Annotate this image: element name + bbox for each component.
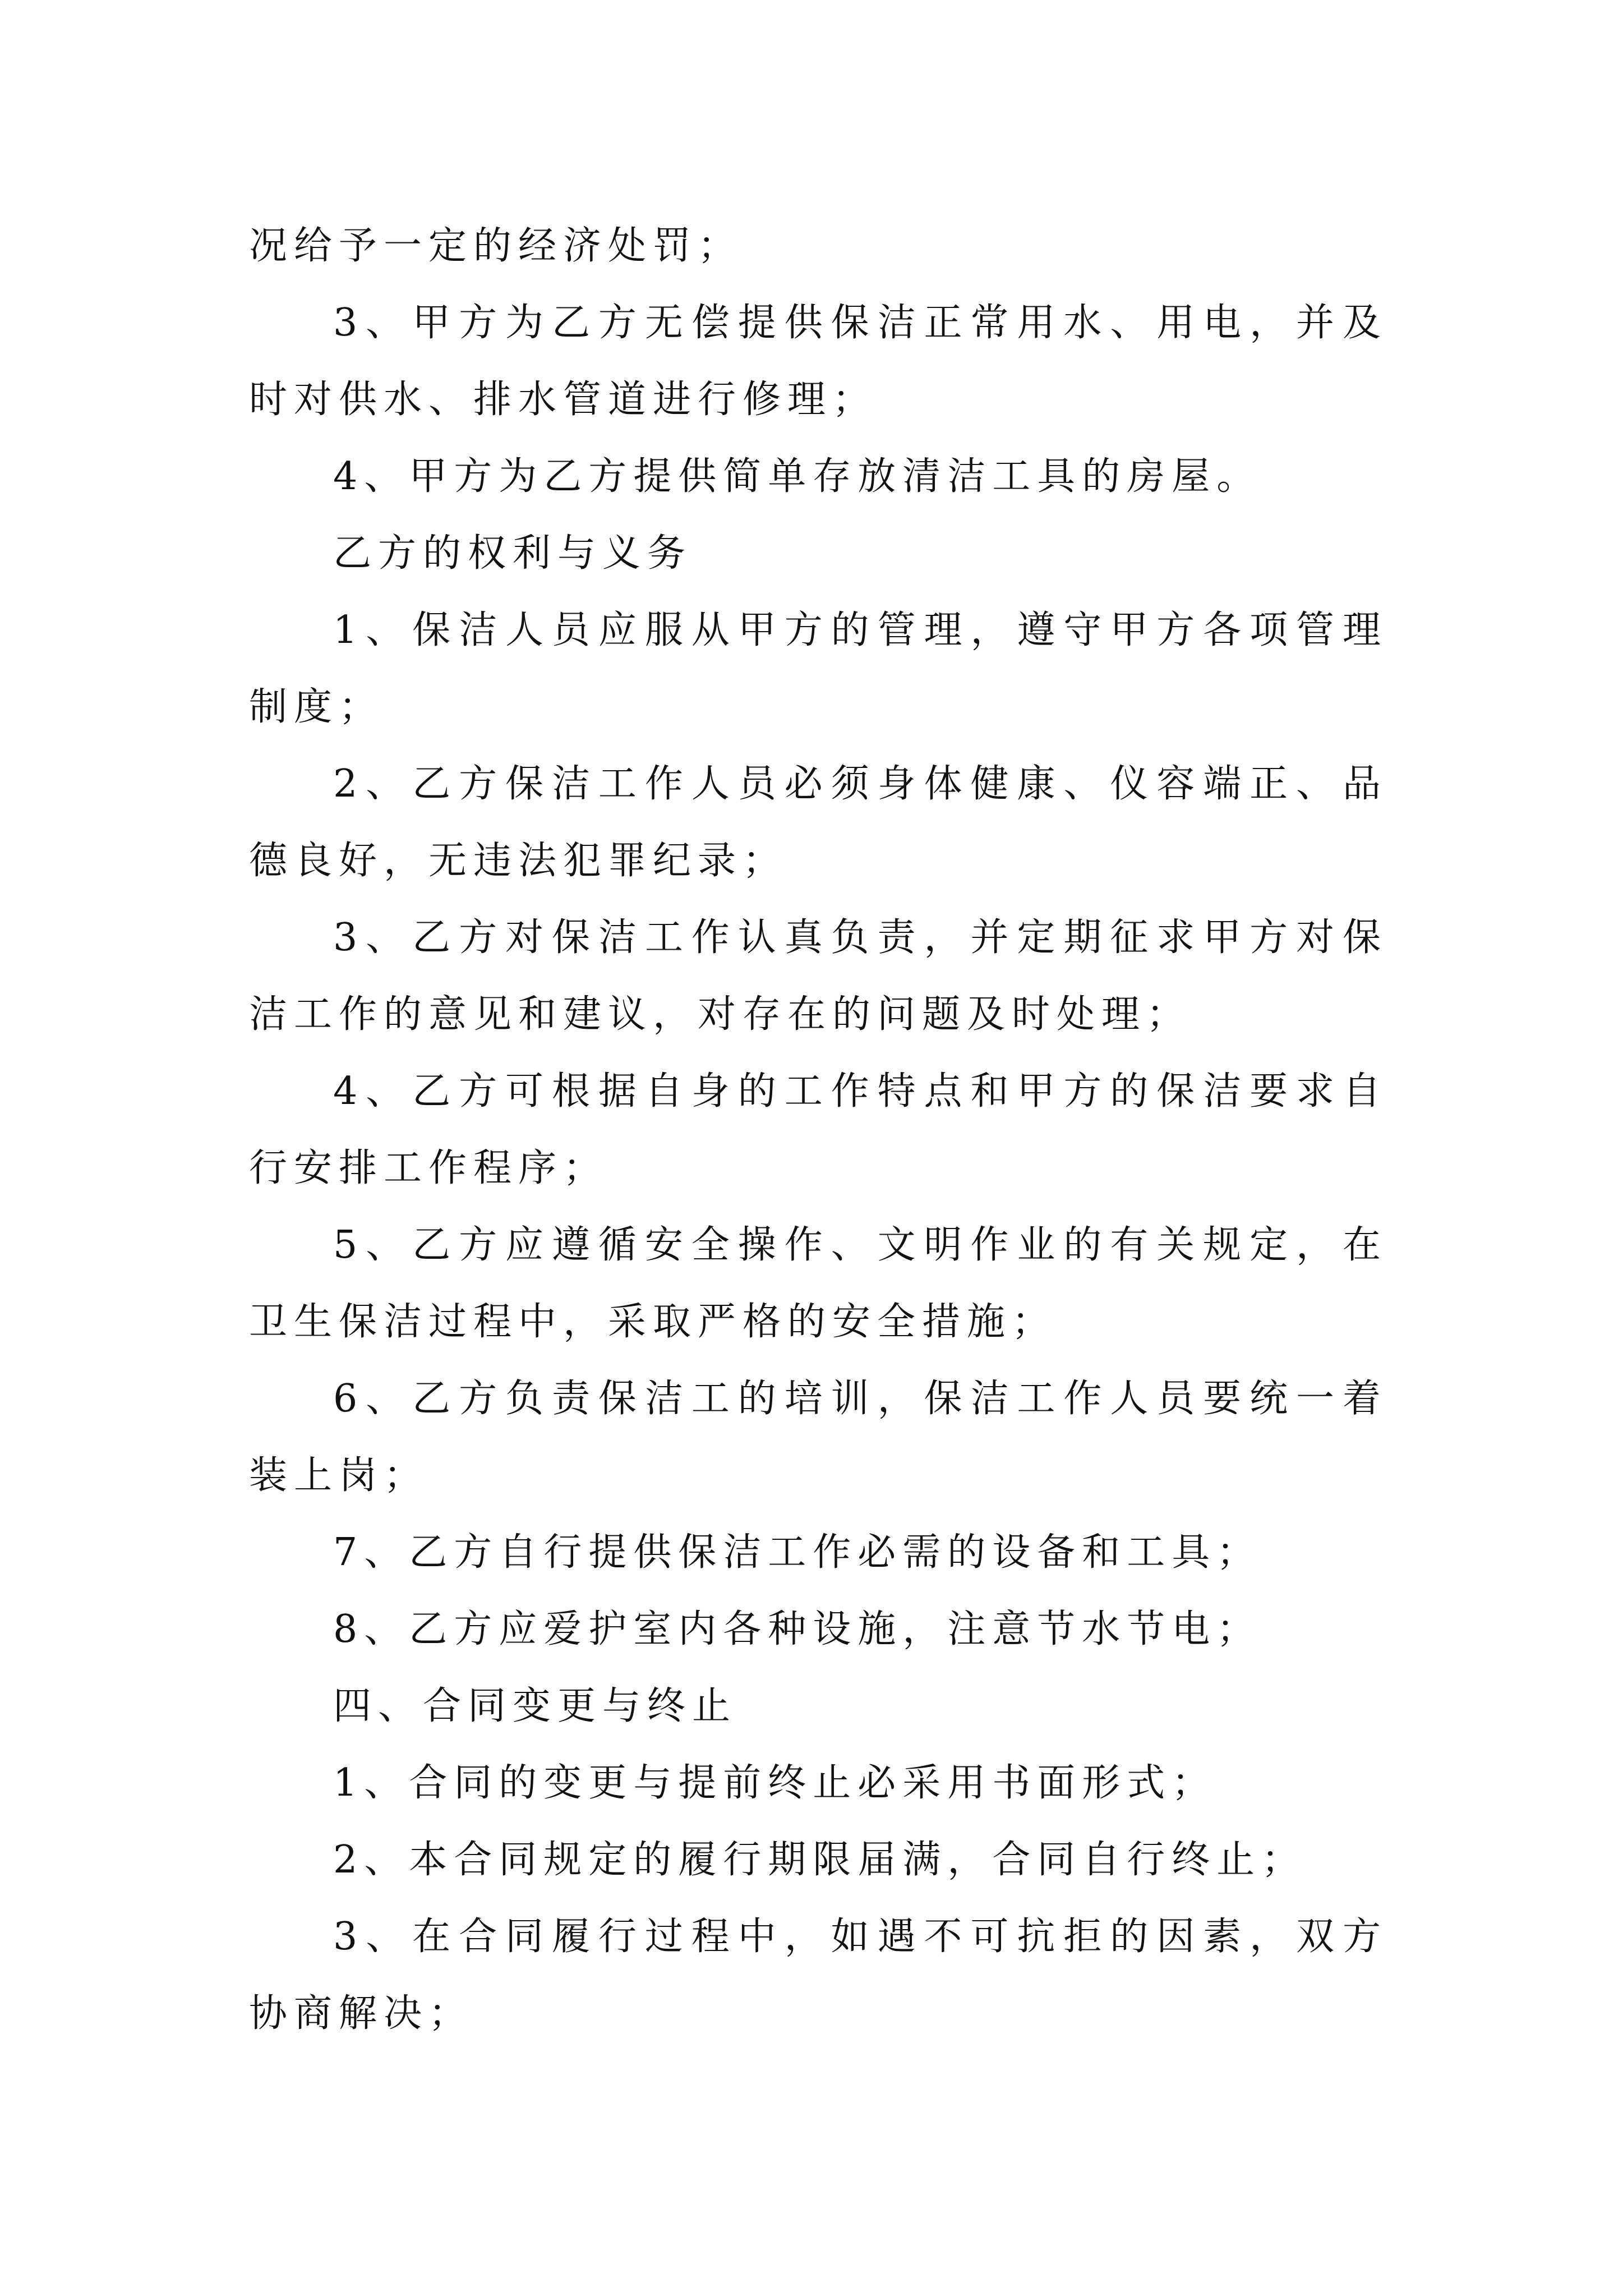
paragraph-party-a-item-3: 3、甲方为乙方无偿提供保洁正常用水、用电，并及时对供水、排水管道进行修理；: [249, 301, 1387, 422]
document-body: [249, 208, 1387, 2052]
section-heading-contract-change: 四、合同变更与终止: [333, 1684, 737, 1728]
paragraph-party-b-item-4: 4、乙方可根据自身的工作特点和甲方的保洁要求自行安排工作程序；: [249, 1069, 1387, 1190]
paragraph-party-b-item-5: 5、乙方应遵循安全操作、文明作业的有关规定，在卫生保洁过程中，采取严格的安全措施；: [249, 1223, 1387, 1344]
paragraph-party-b-item-8: 8、乙方应爱护室内各种设施，注意节水节电；: [333, 1607, 1262, 1651]
section-heading-party-b-rights: 乙方的权利与义务: [333, 531, 693, 576]
paragraph-party-b-item-6: 6、乙方负责保洁工的培训，保洁工作人员要统一着装上岗；: [249, 1377, 1387, 1498]
paragraph-continuation: 况给予一定的经济处罚；: [249, 224, 743, 268]
paragraph-party-b-item-2: 2、乙方保洁工作人员必须身体健康、仪容端正、品德良好，无违法犯罪纪录；: [249, 762, 1387, 883]
paragraph-change-item-3: 3、在合同履行过程中，如遇不可抗拒的因素，双方协商解决；: [249, 1915, 1387, 2036]
paragraph-change-item-2: 2、本合同规定的履行期限届满，合同自行终止；: [333, 1838, 1307, 1882]
paragraph-party-b-item-3: 3、乙方对保洁工作认真负责，并定期征求甲方对保洁工作的意见和建议，对存在的问题及时处理；: [249, 915, 1387, 1037]
paragraph-party-b-item-7: 7、乙方自行提供保洁工作必需的设备和工具；: [333, 1530, 1262, 1575]
paragraph-party-b-item-1: 1、保洁人员应服从甲方的管理，遵守甲方各项管理制度；: [249, 608, 1387, 729]
paragraph-party-a-item-4: 4、甲方为乙方提供简单存放清洁工具的房屋。: [333, 454, 1262, 499]
paragraph-change-item-1: 1、合同的变更与提前终止必采用书面形式；: [333, 1761, 1217, 1805]
